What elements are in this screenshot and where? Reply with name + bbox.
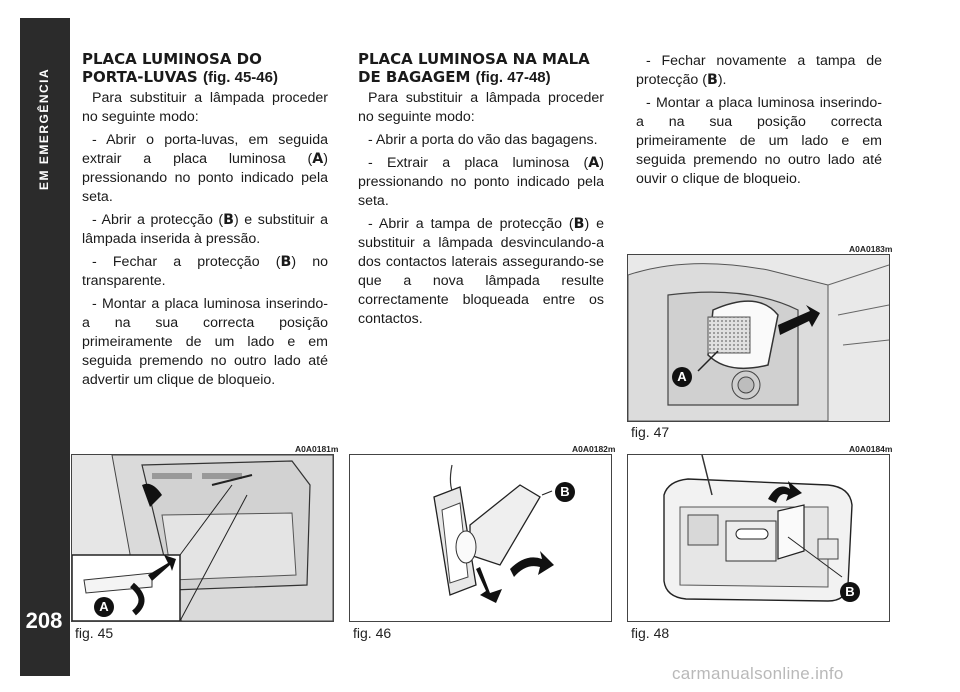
figure-reference: (fig. 47-48)	[475, 69, 551, 86]
figure-caption: fig. 46	[353, 625, 392, 641]
part-key: A	[312, 151, 324, 167]
figure-reference: (fig. 45-46)	[202, 69, 278, 86]
part-key: B	[706, 72, 718, 88]
callout-b-label: B	[840, 582, 860, 602]
page-number: 208	[25, 608, 63, 633]
section-heading	[82, 50, 328, 87]
figure-47	[627, 254, 890, 422]
figure-caption: fig. 45	[75, 625, 114, 641]
step-paragraph: - Montar a placa luminosa inserindo-a na sua correcta posição primeiramente de um lado e em seguida premendo no outro lado até advertir um clique de bloqueio.	[82, 296, 328, 388]
intro-paragraph: Para substituir a lâmpada proceder no seguinte modo:	[358, 90, 604, 125]
callout-a-label: A	[672, 367, 692, 387]
luggage-section	[358, 50, 604, 333]
step-paragraph: - Fechar novamente a tampa de protecção (B).	[636, 53, 882, 88]
callout-a-label: A	[94, 597, 114, 617]
part-key: B	[573, 216, 585, 232]
part-key: B	[280, 254, 292, 270]
glovebox-section	[82, 50, 328, 394]
step-paragraph: - Abrir o porta-luvas, em seguida extrair a placa luminosa (A) pressionando no ponto indicado pela seta.	[82, 132, 328, 205]
figure-code: A0A0182m	[572, 444, 616, 454]
step-paragraph: - Abrir a tampa de protecção (B) e substituir a lâmpada desvinculando-a dos contactos laterais assegurando-se que a nova lâmpada resulte correctamente bloqueada entre os contactos.	[358, 216, 604, 327]
section-heading	[358, 50, 604, 87]
heading-title: PLACA LUMINOSA NA MALA DE BAGAGEM	[358, 50, 590, 86]
figure-code: A0A0184m	[849, 444, 893, 454]
figure-45	[71, 454, 334, 622]
step-paragraph: - Fechar a protecção (B) no transparente.	[82, 254, 328, 289]
figure-46	[349, 454, 612, 622]
figure-code: A0A0181m	[295, 444, 339, 454]
figure-code: A0A0183m	[849, 244, 893, 254]
heading-title: PLACA LUMINOSA DO PORTA-LUVAS	[82, 50, 262, 86]
figure-caption: fig. 48	[631, 625, 670, 641]
section-title: EM EMERGÊNCIA	[37, 67, 51, 190]
step-paragraph: - Abrir a protecção (B) e substituir a lâmpada inserida à pressão.	[82, 212, 328, 247]
intro-paragraph: Para substituir a lâmpada proceder no seguinte modo:	[82, 90, 328, 125]
figure-48	[627, 454, 890, 622]
figure-caption: fig. 47	[631, 424, 670, 440]
luggage-section-continued	[636, 52, 882, 193]
step-paragraph: - Montar a placa luminosa inserindo-a na sua posição correcta primeiramente de um lado e em seguida premendo no outro lado até ouvir o clique de bloqueio.	[636, 95, 882, 187]
callout-b-label: B	[555, 482, 575, 502]
part-key: B	[223, 212, 234, 228]
step-paragraph: - Extrair a placa luminosa (A) pressionando no ponto indicado pela seta.	[358, 155, 604, 209]
watermark-link[interactable]: carmanualsonline.info	[672, 664, 844, 683]
part-key: A	[588, 155, 600, 171]
step-paragraph: - Abrir a porta do vão das bagagens.	[368, 132, 598, 148]
